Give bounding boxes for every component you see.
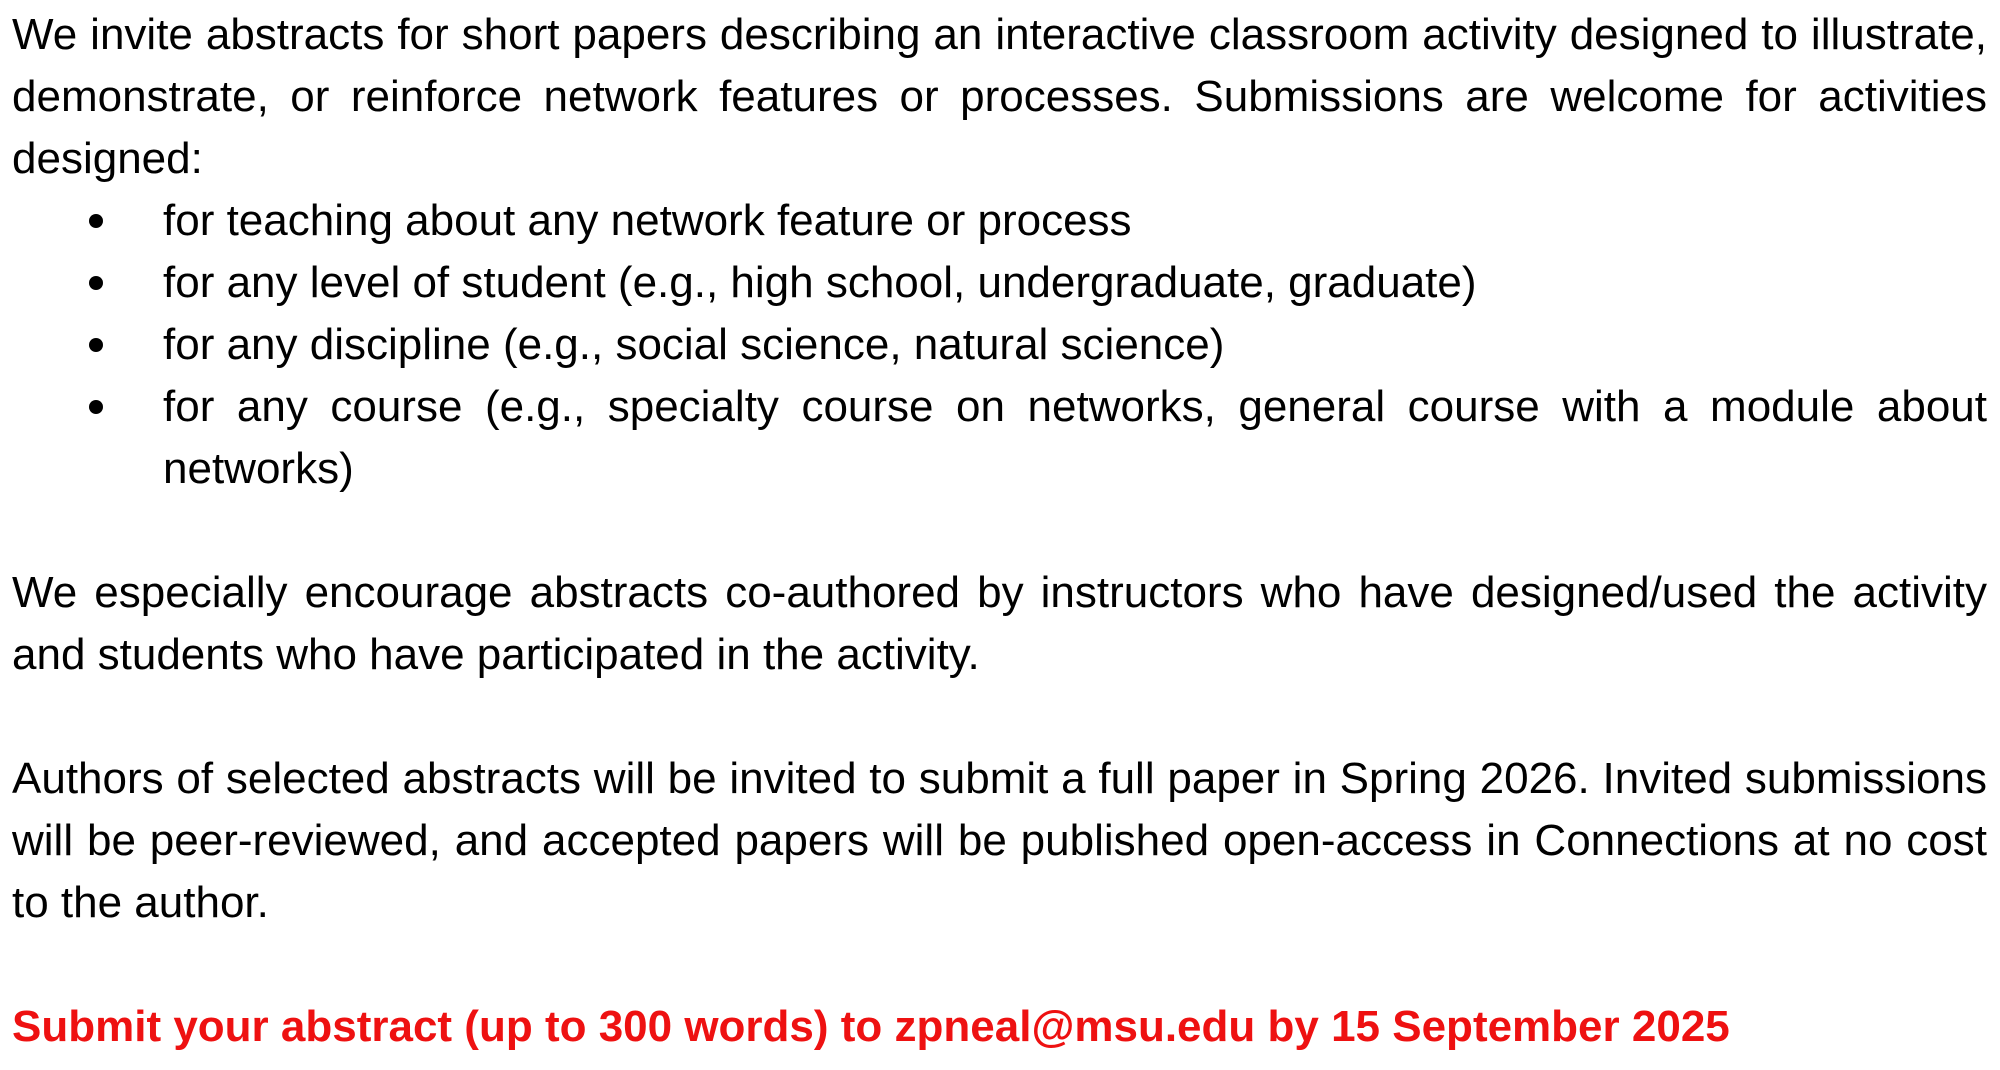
list-item bbox=[12, 190, 1987, 252]
list-item-text: for teaching about any network feature or process bbox=[163, 196, 1132, 245]
spacer bbox=[12, 934, 1987, 996]
list-item bbox=[12, 376, 1987, 500]
bullet-icon bbox=[89, 214, 103, 228]
activity-criteria-list bbox=[12, 190, 1987, 500]
list-item-text: for any discipline (e.g., social science, natural science) bbox=[163, 320, 1225, 369]
list-item bbox=[12, 252, 1987, 314]
submission-call-to-action: Submit your abstract (up to 300 words) to zpneal@msu.edu by 15 September 2025 bbox=[12, 1002, 1730, 1051]
call-for-papers bbox=[12, 4, 1987, 1058]
list-item bbox=[12, 314, 1987, 376]
encourage-paragraph: We especially encourage abstracts co-authored by instructors who have designed/used the activity and students who have participated in the activity. bbox=[12, 568, 1987, 679]
bullet-icon bbox=[89, 276, 103, 290]
bullet-icon bbox=[89, 338, 103, 352]
spacer bbox=[12, 686, 1987, 748]
intro-paragraph: We invite abstracts for short papers describing an interactive classroom activity designed to illustrate, demonstrate, or reinforce network features or processes. Submissions are welcome for activities designed: bbox=[12, 10, 1987, 183]
spacer bbox=[12, 500, 1987, 562]
list-item-text: for any level of student (e.g., high school, undergraduate, graduate) bbox=[163, 258, 1477, 307]
bullet-icon bbox=[89, 400, 103, 414]
authors-paragraph: Authors of selected abstracts will be invited to submit a full paper in Spring 2026. Invited submissions will be peer-reviewed, and accepted papers will be published open-access in Connections at no cost to the author. bbox=[12, 754, 1987, 927]
list-item-text: for any course (e.g., specialty course on networks, general course with a module about networks) bbox=[163, 382, 1987, 493]
